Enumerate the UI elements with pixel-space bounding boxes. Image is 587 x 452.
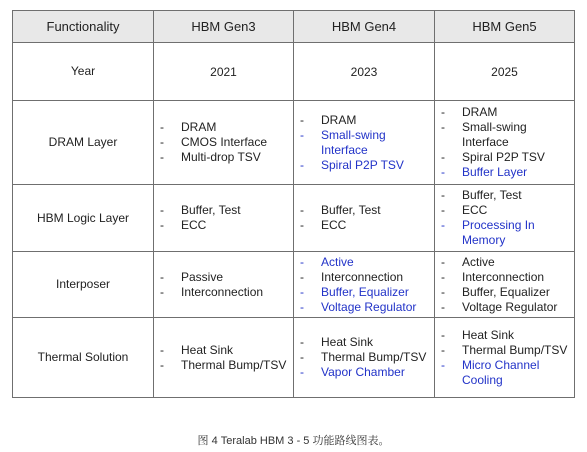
row-interposer xyxy=(13,252,575,318)
bullet-text: Interconnection xyxy=(321,269,404,284)
bullet-item xyxy=(160,120,289,135)
bullet-dash: - xyxy=(441,327,445,342)
bullet-list xyxy=(160,203,289,233)
bullet-text: Thermal Bump/TSV xyxy=(181,357,287,372)
bullet-dash: - xyxy=(441,284,445,299)
bullet-item xyxy=(441,150,570,165)
bullet-item xyxy=(441,255,570,270)
bullet-text: Small-swing Interface xyxy=(462,120,527,149)
row-dram-layer xyxy=(13,101,575,185)
bullet-item xyxy=(300,128,430,158)
header-gen5: HBM Gen5 xyxy=(435,11,575,43)
bullet-item xyxy=(300,285,430,300)
bullet-item xyxy=(300,255,430,270)
bullet-list xyxy=(300,255,430,315)
bullet-text: Buffer, Test xyxy=(462,188,522,202)
year-gen4: 2023 xyxy=(294,43,435,101)
bullet-dash: - xyxy=(441,165,445,179)
bullet-list xyxy=(160,343,289,373)
bullet-dash: - xyxy=(160,135,164,149)
bullet-text: DRAM xyxy=(321,112,357,127)
cell-dram-gen5 xyxy=(435,101,575,185)
row-label-logic-layer: HBM Logic Layer xyxy=(13,185,154,252)
bullet-text: Interconnection xyxy=(181,284,264,299)
row-label-dram-layer: DRAM Layer xyxy=(13,101,154,185)
bullet-text: Heat Sink xyxy=(321,335,374,349)
header-functionality: Functionality xyxy=(13,11,154,43)
bullet-text: DRAM xyxy=(462,105,498,119)
bullet-text: Interconnection xyxy=(462,269,545,284)
bullet-dash: - xyxy=(160,203,164,217)
bullet-item xyxy=(441,328,570,343)
bullet-text: Thermal Bump/TSV xyxy=(462,342,568,357)
bullet-dash: - xyxy=(300,218,304,232)
cell-logic-gen4 xyxy=(294,185,435,252)
bullet-text: Micro Channel Cooling xyxy=(462,357,540,387)
bullet-dash: - xyxy=(160,150,164,164)
bullet-dash: - xyxy=(441,357,445,372)
bullet-item xyxy=(160,270,289,285)
bullet-list xyxy=(300,113,430,173)
bullet-text: Heat Sink xyxy=(462,327,515,342)
bullet-dash: - xyxy=(300,350,304,364)
bullet-list xyxy=(160,270,289,300)
bullet-item xyxy=(441,300,570,315)
bullet-text: Voltage Regulator xyxy=(321,299,417,314)
bullet-list xyxy=(441,105,570,180)
cell-interposer-gen4 xyxy=(294,252,435,318)
bullet-dash: - xyxy=(300,299,304,314)
bullet-text: Multi-drop TSV xyxy=(181,150,261,164)
bullet-item xyxy=(160,358,289,373)
year-gen3: 2021 xyxy=(154,43,294,101)
bullet-item xyxy=(160,135,289,150)
bullet-dash: - xyxy=(300,112,304,127)
bullet-dash: - xyxy=(160,218,164,232)
bullet-text: Spiral P2P TSV xyxy=(462,150,545,164)
year-gen5: 2025 xyxy=(435,43,575,101)
bullet-text: Passive xyxy=(181,269,224,284)
bullet-text: Small-swing Interface xyxy=(321,127,386,157)
bullet-text: DRAM xyxy=(181,120,217,134)
cell-thermal-gen3 xyxy=(154,318,294,398)
bullet-item xyxy=(160,218,289,233)
bullet-dash: - xyxy=(441,188,445,202)
bullet-dash: - xyxy=(441,120,445,134)
bullet-text: ECC xyxy=(181,218,207,232)
row-label-year: Year xyxy=(13,43,154,101)
bullet-text: Voltage Regulator xyxy=(462,299,558,314)
bullet-dash: - xyxy=(300,365,304,379)
bullet-dash: - xyxy=(300,284,304,299)
bullet-dash: - xyxy=(300,335,304,349)
cell-dram-gen4 xyxy=(294,101,435,185)
bullet-item xyxy=(441,270,570,285)
bullet-item xyxy=(300,270,430,285)
header-gen3: HBM Gen3 xyxy=(154,11,294,43)
bullet-item xyxy=(441,358,570,388)
bullet-item xyxy=(160,343,289,358)
bullet-list xyxy=(160,120,289,165)
bullet-item xyxy=(441,120,570,150)
bullet-text: Active xyxy=(321,254,354,269)
bullet-text: Spiral P2P TSV xyxy=(321,157,404,172)
bullet-text: Buffer, Equalizer xyxy=(462,284,550,299)
row-label-thermal-solution: Thermal Solution xyxy=(13,318,154,398)
bullet-item xyxy=(300,350,430,365)
bullet-item xyxy=(441,105,570,120)
bullet-item xyxy=(441,165,570,180)
bullet-dash: - xyxy=(300,269,304,284)
bullet-dash: - xyxy=(300,254,304,269)
bullet-list xyxy=(441,188,570,248)
bullet-item xyxy=(300,113,430,128)
bullet-text: Vapor Chamber xyxy=(321,365,405,379)
figure-caption: 图 4 Teralab HBM 3 - 5 功能路线图表。 xyxy=(197,435,390,447)
bullet-dash: - xyxy=(441,150,445,164)
bullet-list xyxy=(441,255,570,315)
bullet-dash: - xyxy=(160,342,164,357)
bullet-item xyxy=(300,300,430,315)
bullet-dash: - xyxy=(441,254,445,269)
bullet-dash: - xyxy=(160,269,164,284)
bullet-text: Buffer, Equalizer xyxy=(321,284,409,299)
bullet-item xyxy=(300,335,430,350)
row-year xyxy=(13,43,575,101)
bullet-dash: - xyxy=(441,218,445,232)
cell-interposer-gen3 xyxy=(154,252,294,318)
bullet-dash: - xyxy=(441,342,445,357)
bullet-list xyxy=(300,203,430,233)
bullet-item xyxy=(441,203,570,218)
bullet-text: ECC xyxy=(321,218,347,232)
bullet-item xyxy=(300,218,430,233)
bullet-dash: - xyxy=(300,157,304,172)
bullet-text: Buffer Layer xyxy=(462,165,528,179)
bullet-dash: - xyxy=(441,299,445,314)
bullet-dash: - xyxy=(300,127,304,142)
bullet-text: Active xyxy=(462,254,495,269)
bullet-dash: - xyxy=(300,203,304,217)
bullet-dash: - xyxy=(441,105,445,119)
bullet-dash: - xyxy=(441,203,445,217)
bullet-item xyxy=(441,218,570,248)
bullet-dash: - xyxy=(441,269,445,284)
cell-logic-gen3 xyxy=(154,185,294,252)
cell-dram-gen3 xyxy=(154,101,294,185)
header-row xyxy=(13,11,575,43)
bullet-item xyxy=(160,203,289,218)
bullet-dash: - xyxy=(160,120,164,134)
row-logic-layer xyxy=(13,185,575,252)
cell-thermal-gen4 xyxy=(294,318,435,398)
cell-interposer-gen5 xyxy=(435,252,575,318)
cell-thermal-gen5 xyxy=(435,318,575,398)
bullet-text: Buffer, Test xyxy=(321,203,381,217)
bullet-item xyxy=(441,343,570,358)
bullet-text: Thermal Bump/TSV xyxy=(321,350,427,364)
bullet-dash: - xyxy=(160,284,164,299)
bullet-item xyxy=(441,285,570,300)
bullet-text: ECC xyxy=(462,203,488,217)
bullet-item xyxy=(160,285,289,300)
bullet-item xyxy=(300,365,430,380)
bullet-item xyxy=(300,203,430,218)
hbm-roadmap-table xyxy=(12,10,575,398)
row-thermal-solution xyxy=(13,318,575,398)
bullet-item xyxy=(441,188,570,203)
bullet-text: Processing In Memory xyxy=(462,218,535,247)
bullet-item xyxy=(160,150,289,165)
bullet-dash: - xyxy=(160,357,164,372)
bullet-text: CMOS Interface xyxy=(181,135,268,149)
cell-logic-gen5 xyxy=(435,185,575,252)
bullet-text: Buffer, Test xyxy=(181,203,241,217)
bullet-text: Heat Sink xyxy=(181,342,234,357)
bullet-list xyxy=(441,328,570,388)
bullet-item xyxy=(300,158,430,173)
header-gen4: HBM Gen4 xyxy=(294,11,435,43)
row-label-interposer: Interposer xyxy=(13,252,154,318)
bullet-list xyxy=(300,335,430,380)
